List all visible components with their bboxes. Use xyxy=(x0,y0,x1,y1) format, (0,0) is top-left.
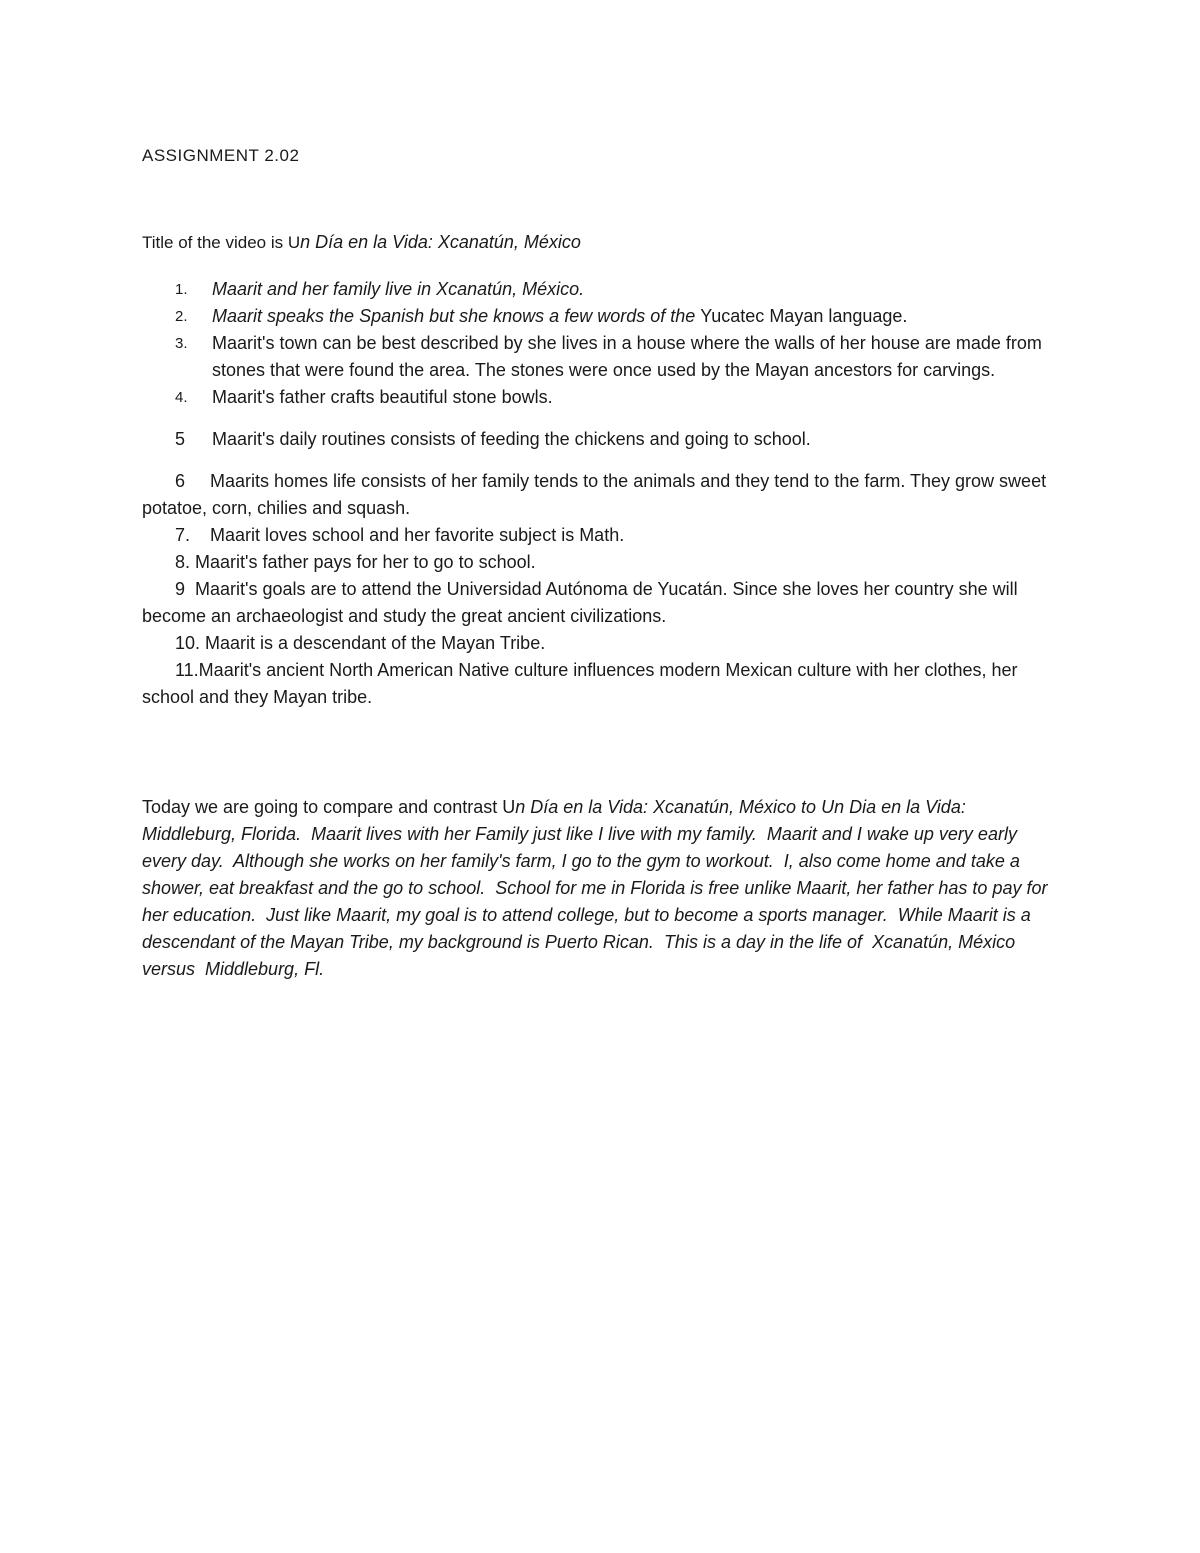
list-item xyxy=(142,303,1062,330)
list-item: 8. Maarit's father pays for her to go to school. xyxy=(175,552,536,572)
item-number: 5 xyxy=(175,429,186,449)
item-number: 1. xyxy=(175,281,188,298)
item-number: 2. xyxy=(175,308,188,325)
list-item: 7. Maarit loves school and her favorite subject is Math. xyxy=(175,525,625,545)
list-item: 10. Maarit is a descendant of the Mayan Tribe. xyxy=(175,633,546,653)
list-item xyxy=(142,330,1062,384)
item-number: 4. xyxy=(175,389,188,406)
compare-contrast-paragraph xyxy=(142,794,1062,983)
item-text-italic: Maarit speaks the Spanish but she knows a few words of the xyxy=(212,306,701,326)
video-title-line xyxy=(142,232,581,253)
list-item: 11.Maarit's ancient North American Native culture influences modern Mexican culture with her clothes, her school and they Mayan tribe. xyxy=(142,660,1023,707)
video-title: n Día en la Vida: Xcanatún, México xyxy=(300,232,581,252)
list-item xyxy=(142,426,1062,453)
item-number: 3. xyxy=(175,335,188,352)
item-text: Maarit's town can be best described by she lives in a house where the walls of her house are made from stones that were found the area. The stones were once used by the Mayan ancestors for carvings. xyxy=(212,333,1042,380)
list-item xyxy=(142,384,1062,411)
essay-lead: Today we are going to compare and contrast U xyxy=(142,797,516,817)
video-title-label: Title of the video is U xyxy=(142,233,301,252)
answer-list xyxy=(142,276,1062,711)
item-text-plain: Yucatec Mayan language. xyxy=(700,306,908,326)
item-text: Maarit's father crafts beautiful stone bowls. xyxy=(212,387,553,407)
list-item: 9 Maarit's goals are to attend the Universidad Autónoma de Yucatán. Since she loves her country she will become an archaeologist and study the great ancient civilizations. xyxy=(142,579,1023,626)
list-item xyxy=(142,276,1062,303)
list-item: 6 Maarits homes life consists of her family tends to the animals and they tend to the farm. They grow sweet potatoe, corn, chilies and squash. xyxy=(142,471,1052,518)
essay-body: n Día en la Vida: Xcanatún, México to Un Dia en la Vida: Middleburg, Florida. Maarit lives with her Family just like I live with my family. Maarit and I wake up very early every day. Although she works on her family's farm, I go to the gym to workout. I, also come home and take a shower, eat breakfast and the go to school. School for me in Florida is free unlike Maarit, her father has to pay for her education. Just like Maarit, my goal is to attend college, but to become a sports manager. While Maarit is a descendant of the Mayan Tribe, my background is Puerto Rican. This is a day in the life of Xcanatún, México versus Middleburg, Fl. xyxy=(142,797,1053,979)
item-text: Maarit and her family live in Xcanatún, México. xyxy=(212,279,585,299)
assignment-heading: ASSIGNMENT 2.02 xyxy=(142,146,300,165)
item-text: Maarit's daily routines consists of feeding the chickens and going to school. xyxy=(212,429,811,449)
